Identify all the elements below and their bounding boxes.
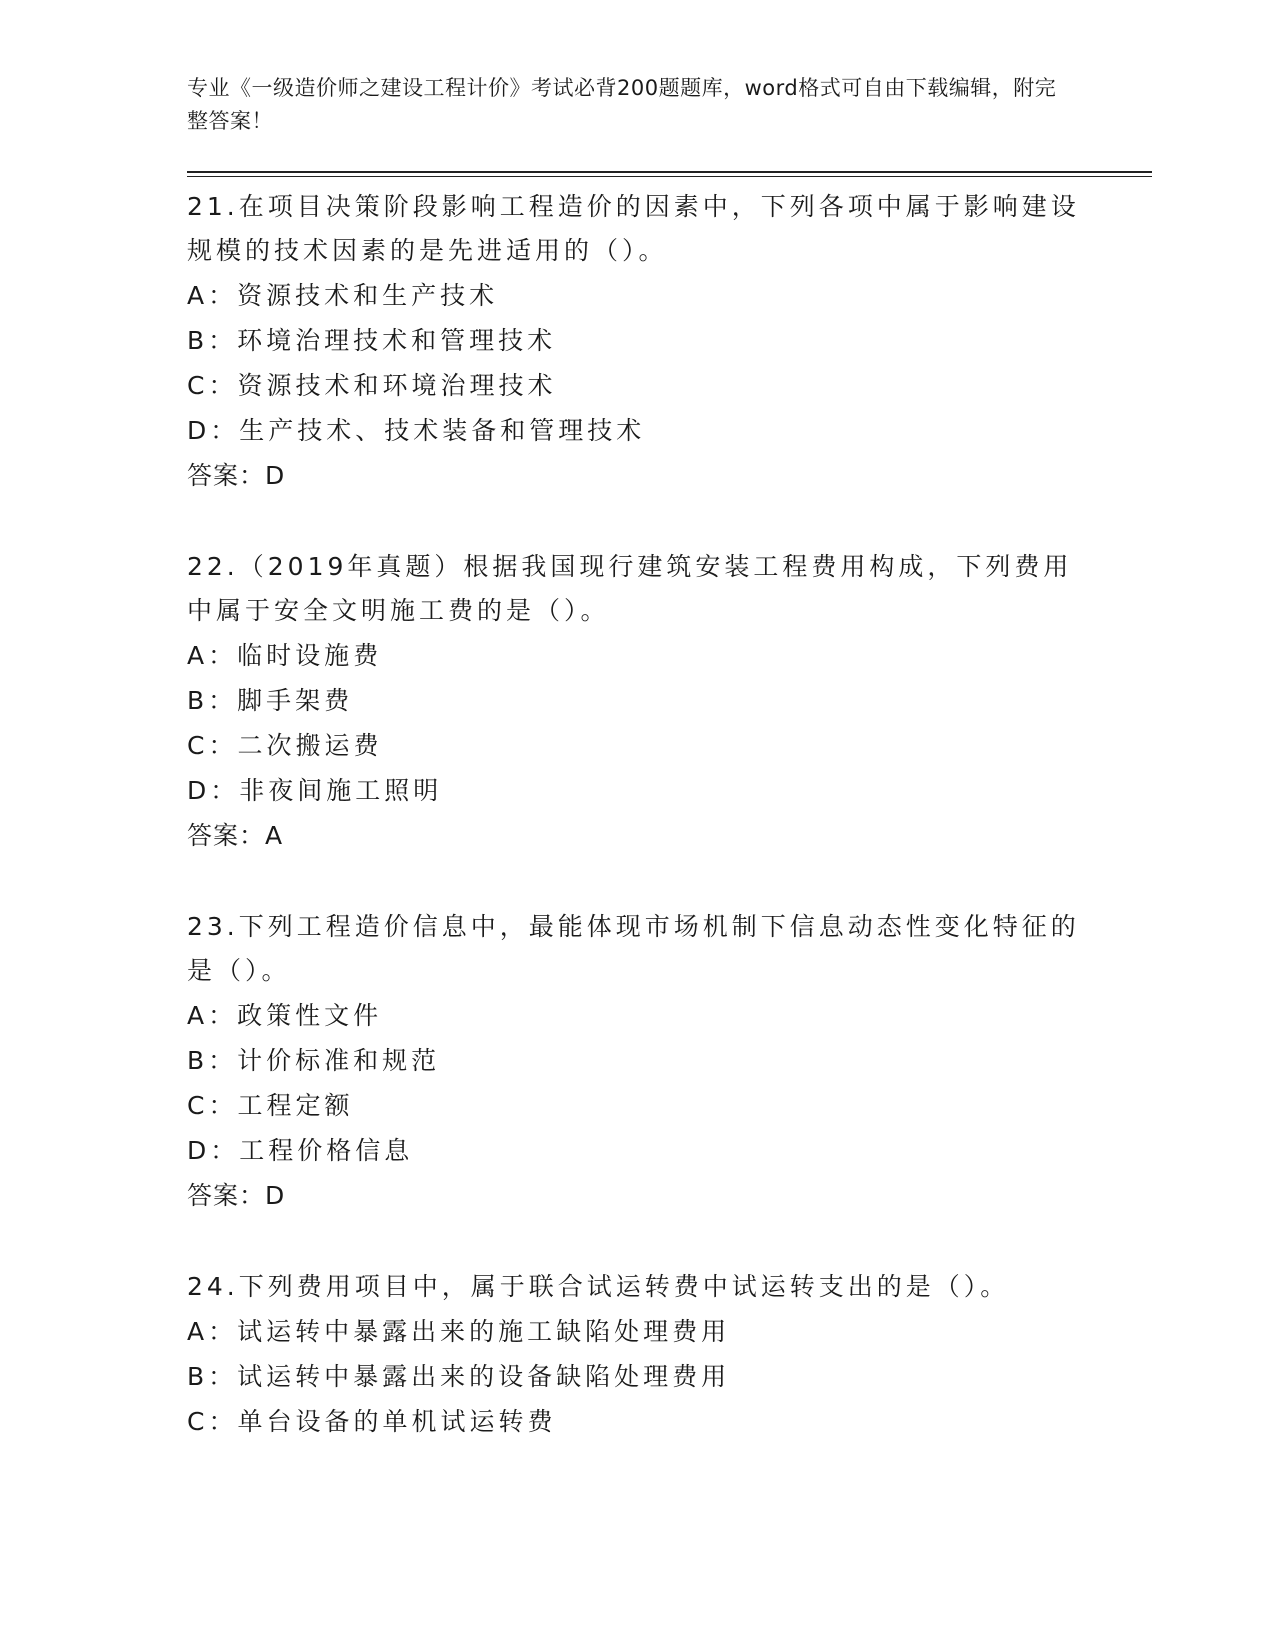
option-c: C：工程定额	[187, 1091, 354, 1120]
option-b: B：试运转中暴露出来的设备缺陷处理费用	[187, 1362, 731, 1391]
option-c: C：资源技术和环境治理技术	[187, 371, 557, 400]
question-21	[187, 185, 1152, 499]
question-text: 22.（2019年真题）根据我国现行建筑安装工程费用构成，下列费用中属于安全文明施工费的是（）。	[187, 552, 1073, 625]
question-24	[187, 1265, 1152, 1444]
option-d: D：工程价格信息	[187, 1136, 414, 1165]
question-22	[187, 545, 1152, 859]
question-text: 24.下列费用项目中，属于联合试运转费中试运转支出的是（）。	[187, 1272, 1010, 1301]
option-c: C：二次搬运费	[187, 731, 383, 760]
answer: 答案：D	[187, 1181, 286, 1210]
option-a: A：政策性文件	[187, 1001, 383, 1030]
option-d: D：生产技术、技术装备和管理技术	[187, 416, 646, 445]
header-rule-thick	[187, 171, 1152, 173]
option-c: C：单台设备的单机试运转费	[187, 1407, 557, 1436]
option-b: B：脚手架费	[187, 686, 354, 715]
option-d: D：非夜间施工照明	[187, 776, 443, 805]
option-b: B：计价标准和规范	[187, 1046, 441, 1075]
option-a: A：临时设施费	[187, 641, 383, 670]
question-text: 21.在项目决策阶段影响工程造价的因素中，下列各项中属于影响建设规模的技术因素的是先进适用的（）。	[187, 192, 1080, 265]
question-text: 23.下列工程造价信息中，最能体现市场机制下信息动态性变化特征的是（）。	[187, 912, 1080, 985]
answer: 答案：A	[187, 821, 284, 850]
document-page	[187, 72, 1152, 1444]
document-header: 专业《一级造价师之建设工程计价》考试必背200题题库，word格式可自由下载编辑，附完整答案！	[187, 76, 1057, 133]
question-23	[187, 905, 1152, 1219]
answer: 答案：D	[187, 461, 286, 490]
option-a: A：试运转中暴露出来的施工缺陷处理费用	[187, 1317, 731, 1346]
option-a: A：资源技术和生产技术	[187, 281, 499, 310]
option-b: B：环境治理技术和管理技术	[187, 326, 557, 355]
